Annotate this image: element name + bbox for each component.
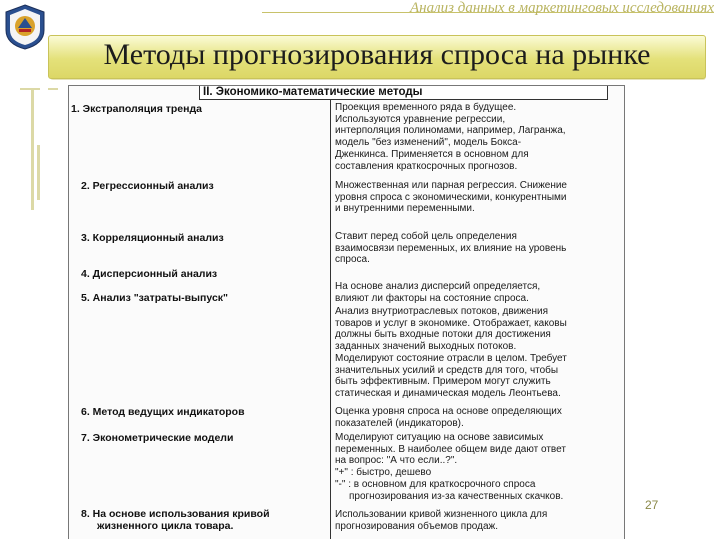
desc-leading-indicators (335, 406, 619, 429)
desc-line: статическая и динамическая модель Леонтьева. (335, 387, 561, 399)
desc-line: товаров и услуг в экономике. Отображает, каковы (335, 317, 567, 329)
desc-line: уровня спроса с экономическими, конкурентными (335, 191, 567, 203)
table-heading-text: II. Экономико-математические методы (203, 86, 423, 98)
title-bar (48, 35, 706, 79)
desc-line: "+" : быстро, дешево (335, 467, 432, 479)
method-input-output: 5. Анализ "затраты-выпуск" (81, 292, 229, 304)
desc-line: Множественная или парная регрессия. Снижение (335, 180, 567, 191)
desc-line: Моделируют ситуацию на основе зависимых (335, 432, 544, 443)
method-econometric: 7. Эконометрические модели (81, 432, 234, 444)
desc-line: спроса. (335, 254, 370, 266)
desc-life-cycle (335, 509, 619, 532)
method-correlation: 3. Корреляционный анализ (81, 232, 224, 244)
desc-line: Проекция временного ряда в будущее. (335, 102, 517, 113)
table-heading (199, 86, 608, 100)
desc-line: Использовании кривой жизненного цикла для (335, 509, 548, 520)
desc-line: Дженкинса. Применяется в основном для (335, 148, 529, 160)
desc-line: "-" : в основном для краткосрочного спроса (335, 478, 536, 490)
desc-line: интерполяция полиномами, например, Лагранжа, (335, 125, 566, 137)
desc-line: Ставит перед собой цель определения (335, 231, 517, 242)
desc-extrapolation (335, 102, 619, 172)
desc-line: должны быть входные потоки для достижения (335, 329, 551, 341)
desc-line: составления краткосрочных прогнозов. (335, 160, 518, 172)
desc-line: на вопрос: "А что если..?". (335, 455, 458, 467)
desc-line: прогнозирования объемов продаж. (335, 520, 498, 532)
desc-line: заданных значений выходных потоков. (335, 341, 517, 353)
methods-table (68, 85, 625, 539)
method-leading-indicators: 6. Метод ведущих индикаторов (81, 406, 245, 418)
desc-line: и внутренними переменными. (335, 203, 475, 215)
desc-line: Моделируют состояние отрасли в целом. Требует (335, 352, 567, 364)
method-dispersion: 4. Дисперсионный анализ (81, 268, 218, 280)
decor-line (37, 145, 40, 200)
desc-line: влияют ли факторы на состояние спроса. (335, 292, 529, 304)
decor-line (31, 90, 34, 210)
desc-line: Анализ внутриотраслевых потоков, движения (335, 306, 549, 317)
method-extrapolation: 1. Экстраполяция тренда (71, 103, 202, 115)
column-divider (330, 99, 331, 539)
desc-line: значительных усилий и средств для того, чтобы (335, 364, 559, 376)
desc-line: взаимосвязи переменных, их влияние на уровень (335, 242, 567, 254)
slide-title: Методы прогнозирования спроса на рынке (103, 38, 651, 71)
university-logo (4, 4, 46, 50)
desc-line: На основе анализ дисперсий определяется, (335, 281, 541, 292)
course-title: Анализ данных в маркетинговых исследованиях (409, 0, 714, 16)
desc-line: переменных. В наиболее общем виде дают ответ (335, 443, 566, 455)
desc-econometric (335, 432, 619, 502)
desc-dispersion (335, 281, 619, 304)
desc-line: быть эффективным. Примером могут служить (335, 376, 551, 388)
desc-correlation (335, 231, 619, 266)
desc-line: прогнозирования из-за качественных скачков. (349, 490, 564, 502)
decor-dash (48, 88, 58, 90)
desc-regression (335, 180, 619, 215)
decor-dash (20, 88, 40, 90)
method-life-cycle: 8. На основе использования кривой (81, 508, 270, 520)
desc-line: Используются уравнение регрессии, (335, 113, 506, 125)
method-life-cycle-cont: жизненного цикла товара. (97, 520, 234, 532)
desc-input-output (335, 306, 619, 400)
desc-line: показателей (индикаторов). (335, 417, 464, 429)
desc-line: Оценка уровня спроса на основе определяющих (335, 406, 562, 417)
method-regression: 2. Регрессионный анализ (81, 180, 214, 192)
desc-line: модель "без изменений", модель Бокса- (335, 137, 522, 149)
page-number: 27 (645, 498, 659, 512)
